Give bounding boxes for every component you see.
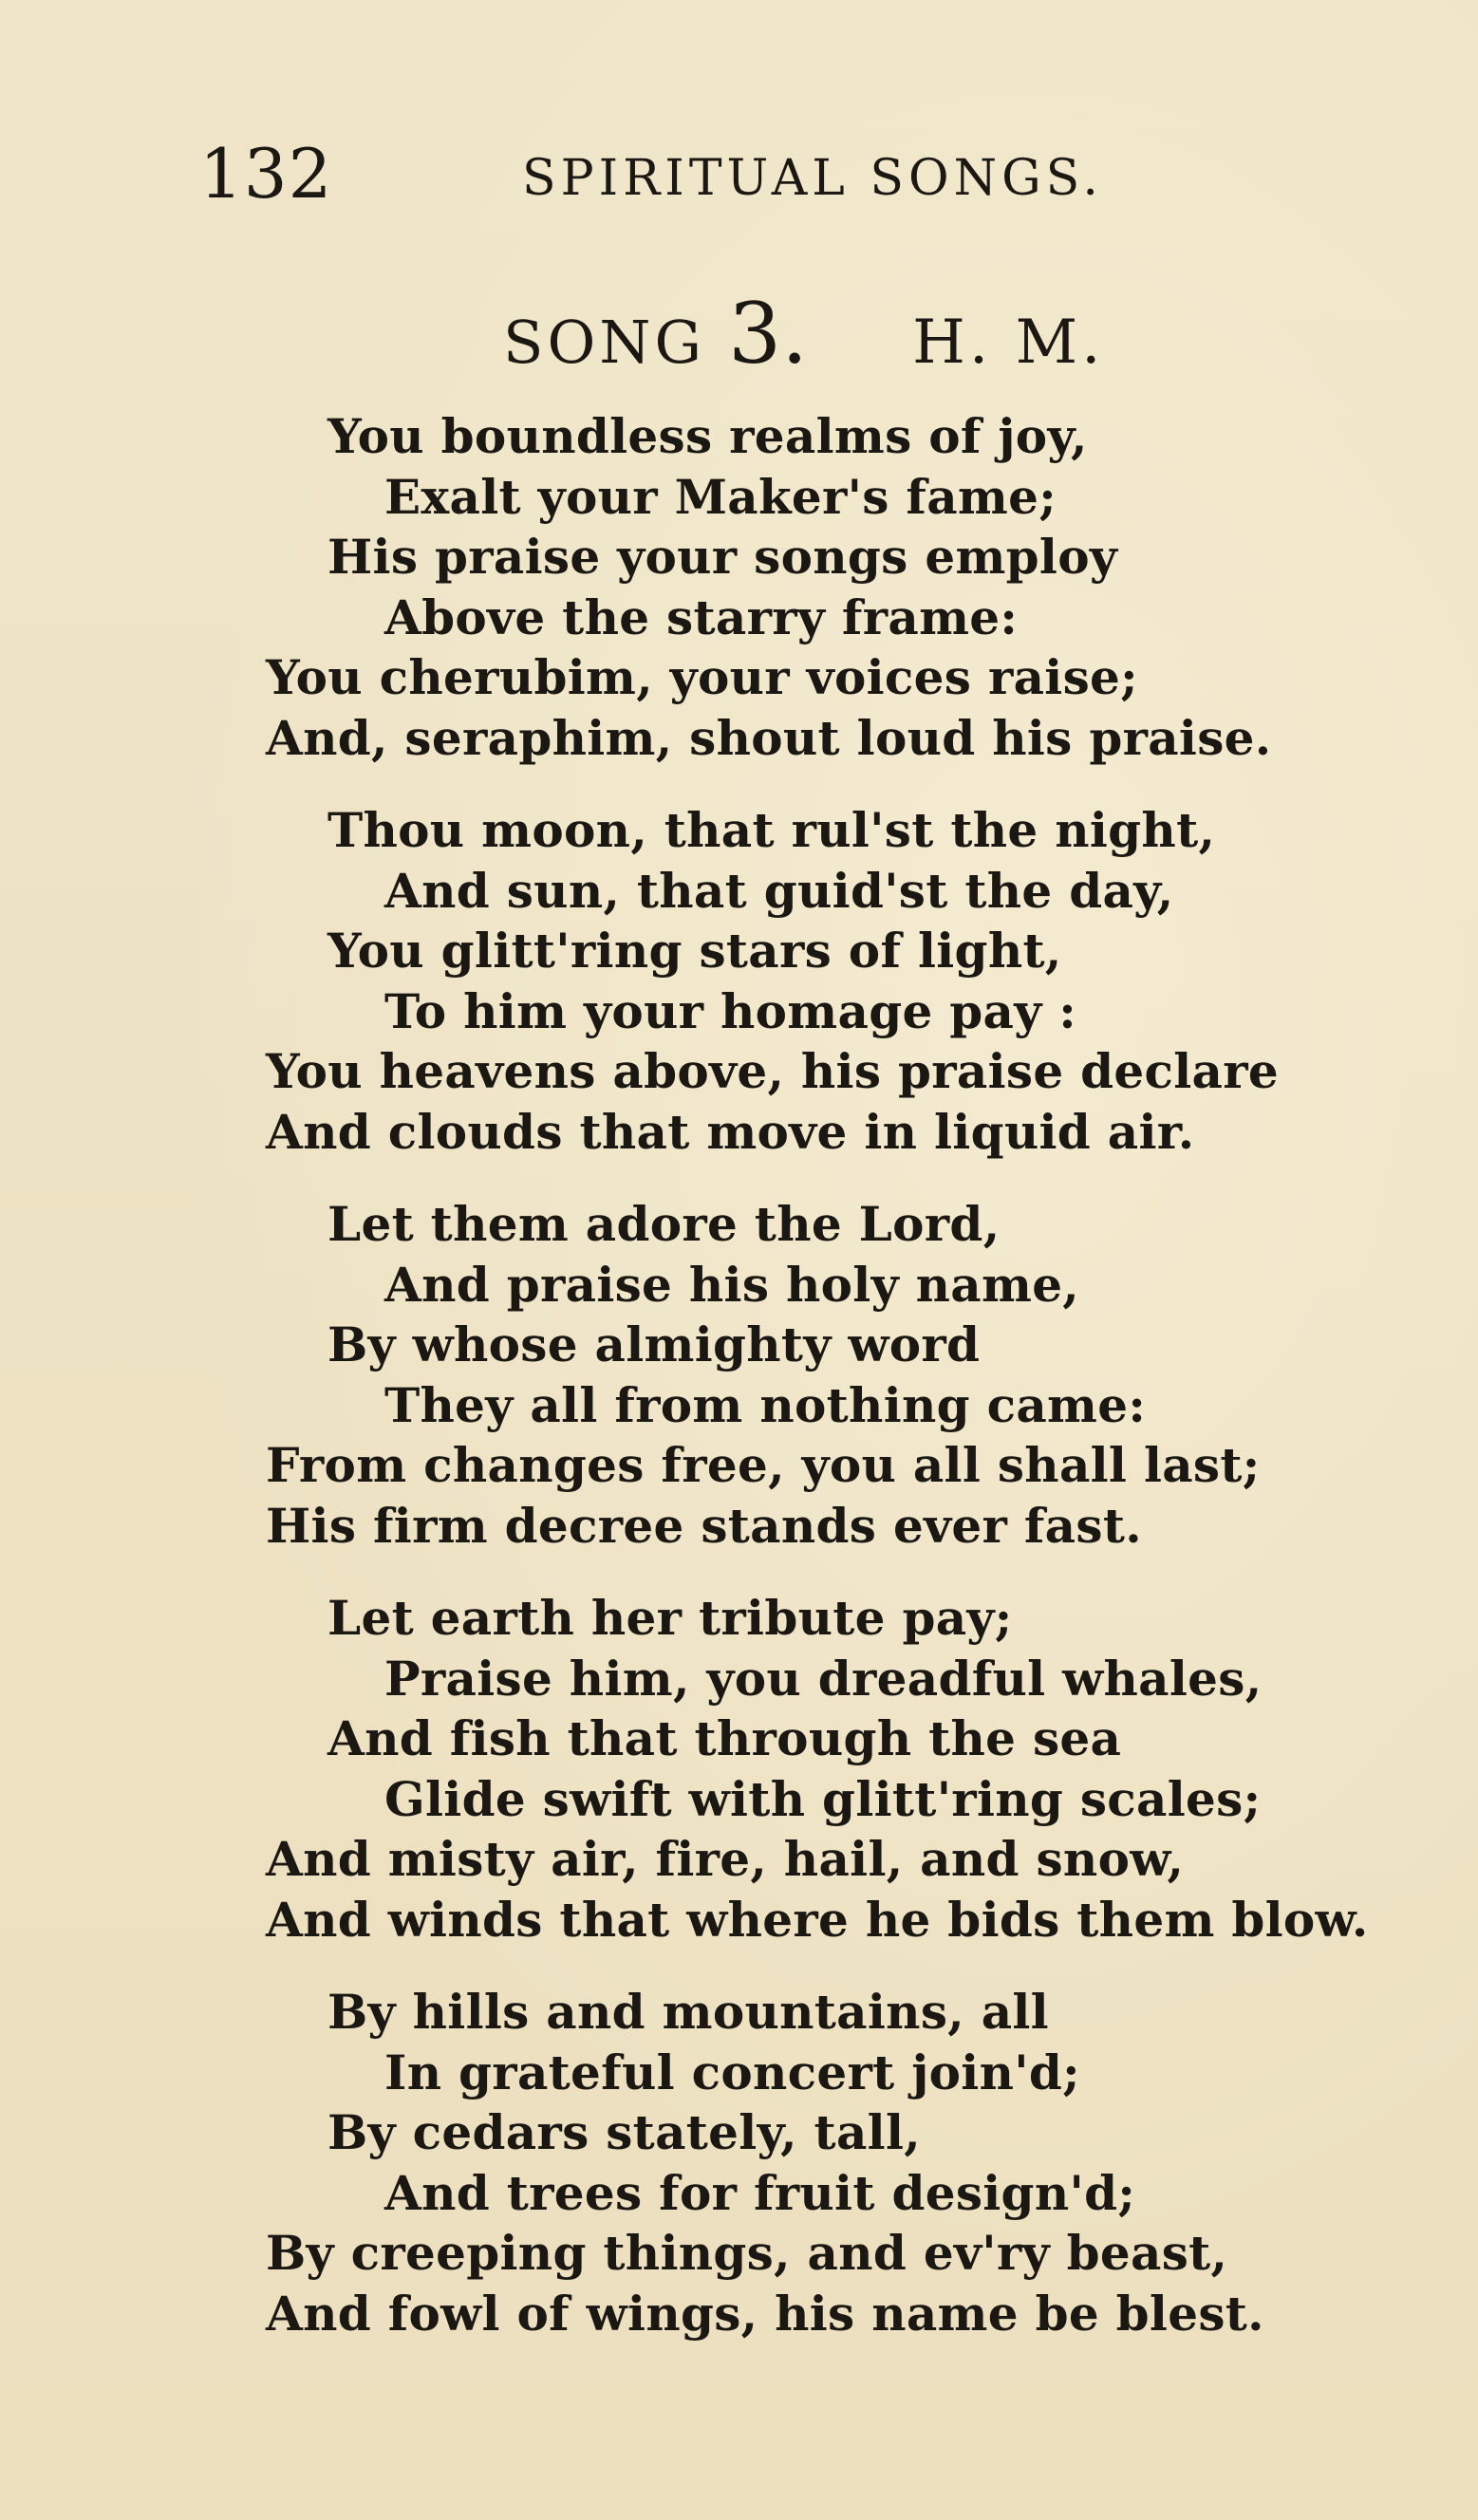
stanza-line: Above the starry frame: xyxy=(384,588,1019,645)
song-word: SONG xyxy=(503,308,706,377)
stanza-line: And trees for fruit design'd; xyxy=(384,2164,1136,2221)
stanza-3 xyxy=(266,1194,1405,1556)
stanza-line: Glide swift with glitt'ring scales; xyxy=(384,1770,1262,1827)
stanza-line: And winds that where he bids them blow. xyxy=(266,1891,1369,1948)
stanza-line: You boundless realms of joy, xyxy=(327,408,1088,464)
stanza-line: And sun, that guid'st the day, xyxy=(384,862,1174,919)
stanza-line: You glitt'ring stars of light, xyxy=(327,923,1062,979)
stanza-line: And misty air, fire, hail, and snow, xyxy=(266,1831,1185,1887)
stanza-line: And praise his holy name, xyxy=(384,1256,1080,1313)
stanza-line: By cedars stately, tall, xyxy=(327,2104,921,2160)
stanza-line: You heavens above, his praise declare xyxy=(266,1043,1280,1099)
stanza-line: They all from nothing came: xyxy=(384,1376,1147,1433)
stanza-4 xyxy=(266,1588,1405,1950)
running-head xyxy=(199,131,1149,216)
stanza-2 xyxy=(266,800,1405,1162)
stanza-line: His firm decree stands ever fast. xyxy=(266,1497,1142,1554)
stanza-line: Let them adore the Lord, xyxy=(327,1196,1001,1252)
stanza-5 xyxy=(266,1982,1405,2343)
stanza-line: His praise your songs employ xyxy=(327,529,1118,585)
stanza-line: By whose almighty word xyxy=(327,1316,981,1372)
song-meter: H. M. xyxy=(912,308,1105,378)
stanza-line: Let earth her tribute pay; xyxy=(327,1590,1013,1646)
running-title: SPIRITUAL SONGS. xyxy=(522,150,1103,207)
stanza-line: By hills and mountains, all xyxy=(327,1984,1049,2040)
page-number: 132 xyxy=(199,134,333,214)
song-heading xyxy=(503,285,1263,389)
song-number: 3. xyxy=(728,285,809,383)
stanza-line: To him your homage pay : xyxy=(384,982,1077,1039)
stanza-line: Exalt your Maker's fame; xyxy=(384,468,1057,525)
stanza-line: And fish that through the sea xyxy=(327,1710,1122,1766)
stanza-line: From changes free, you all shall last; xyxy=(266,1437,1261,1493)
stanza-line: You cherubim, your voices raise; xyxy=(266,649,1138,705)
stanza-line: And clouds that move in liquid air. xyxy=(266,1103,1195,1160)
stanza-1 xyxy=(266,406,1405,768)
stanza-line: And fowl of wings, his name be blest. xyxy=(266,2285,1264,2342)
stanza-line: Praise him, you dreadful whales, xyxy=(384,1650,1263,1707)
stanza-line: Thou moon, that rul'st the night, xyxy=(327,802,1216,858)
stanza-line: By creeping things, and ev'ry beast, xyxy=(266,2225,1228,2281)
stanza-line: In grateful concert join'd; xyxy=(384,2044,1080,2100)
stanzas xyxy=(266,406,1405,2376)
stanza-line: And, seraphim, shout loud his praise. xyxy=(266,709,1272,766)
